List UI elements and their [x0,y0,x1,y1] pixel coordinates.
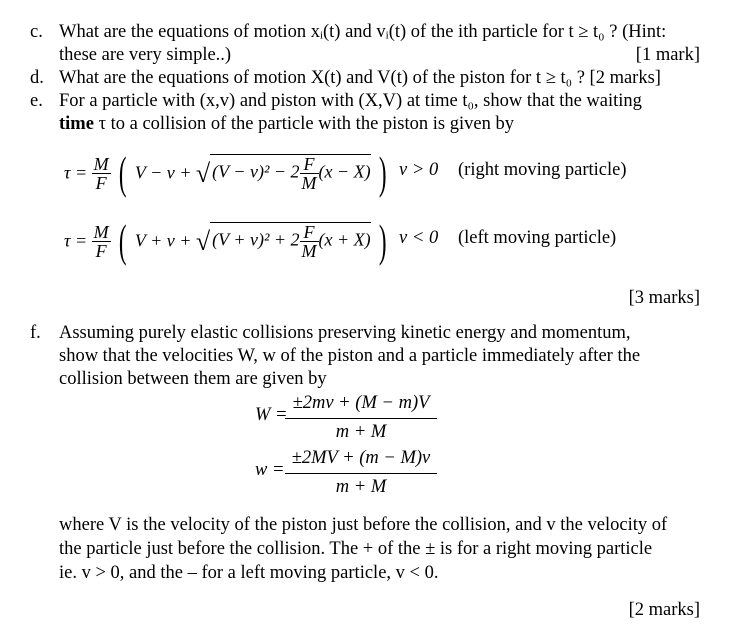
eq1-condition: v > 0 [399,160,439,180]
eq2-frac-den: F [95,240,107,261]
eq1-frac2-num: F [300,155,319,174]
question-f-line2: show that the velocities W, w of the piston and a particle immediately after the [59,346,641,366]
eqw-lhs: w = [255,460,285,480]
item-label-c: c. [30,22,43,42]
eq2-frac-m-over-f [92,223,111,260]
eq1-frac2-den: M [301,173,317,193]
question-f-marks: [2 marks] [628,600,700,620]
eq2-frac2-num: F [300,223,319,242]
eqw-numerator: ±2MV + (m − M)v [291,448,431,468]
eq2-frac-num: M [93,221,109,242]
eq2-condition: v < 0 [399,228,439,248]
eqw-fraction-bar [285,473,437,474]
question-e-line2-rest: τ to a collision of the particle with the piston is given by [93,114,514,134]
eq2-radicand [210,222,370,260]
eq1-inner-a: V − v + [134,162,192,183]
question-f-line3: collision between them are given by [59,369,327,389]
eqW-lhs: W = [255,405,288,425]
eq2-radicand-a: (V + v)² + 2 [212,229,300,250]
eq1-radicand-b: (x − X) [318,161,371,182]
eq2-left-paren: ( [118,215,127,266]
eq2-radicand-b: (x + X) [318,229,371,250]
eq1-frac-den: F [95,172,107,193]
question-c-line1: What are the equations of motion xᵢ(t) and vᵢ(t) of the ith particle for t ≥ t₀ ? (Hint: [59,22,667,42]
question-f-para2: the particle just before the collision. The + of the ± is for a right moving particle [59,539,653,559]
eqW-denominator: m + M [335,422,387,442]
question-f-para1: where V is the velocity of the piston just before the collision, and v the velocity of [59,515,668,535]
question-d-line1: What are the equations of motion X(t) and V(t) of the piston for t ≥ t₀ ? [2 marks] [59,68,661,88]
eq2-inner-a: V + v + [134,230,192,251]
eq2-lhs: τ = [64,230,88,251]
item-label-e: e. [30,91,43,111]
question-c-marks: [1 mark] [635,45,700,65]
eq2-frac2-den: M [301,241,317,261]
question-f-para3: ie. v > 0, and the – for a left moving particle, v < 0. [59,563,439,583]
item-label-f: f. [30,323,41,343]
eq2-sqrt [196,222,371,260]
eq1-left-paren: ( [118,147,127,198]
eqw-denominator: m + M [335,477,387,497]
question-f-line1: Assuming purely elastic collisions preserving kinetic energy and momentum, [59,323,631,343]
equation-tau-right [64,147,390,198]
sqrt-icon: √ [195,227,211,256]
eqW-numerator: ±2mv + (M − m)V [292,393,430,413]
eq1-sqrt [196,154,371,192]
eq1-right-paren: ) [378,147,387,198]
sqrt-icon: √ [195,159,211,188]
eq1-radicand-a: (V − v)² − 2 [212,161,300,182]
eq1-frac-m-over-f [92,155,111,192]
eq2-frac-f-over-m [300,223,319,260]
eq1-radicand [210,154,370,192]
eq1-frac-f-over-m [300,155,319,192]
eq2-right-paren: ) [378,215,387,266]
eqW-fraction-bar [285,418,437,419]
bold-waiting-time: time [59,114,94,134]
equation-tau-left [64,215,390,266]
question-e-marks: [3 marks] [628,288,700,308]
eq1-note: (right moving particle) [458,160,627,180]
eq1-frac-num: M [93,153,109,174]
question-c-line2: these are very simple..) [59,45,232,65]
item-label-d: d. [30,68,44,88]
eq1-lhs: τ = [64,162,88,183]
question-e-line1: For a particle with (x,v) and piston with (X,V) at time t₀, show that the waiting [59,91,642,111]
question-e-line2 [59,113,514,136]
eq2-note: (left moving particle) [458,228,617,248]
